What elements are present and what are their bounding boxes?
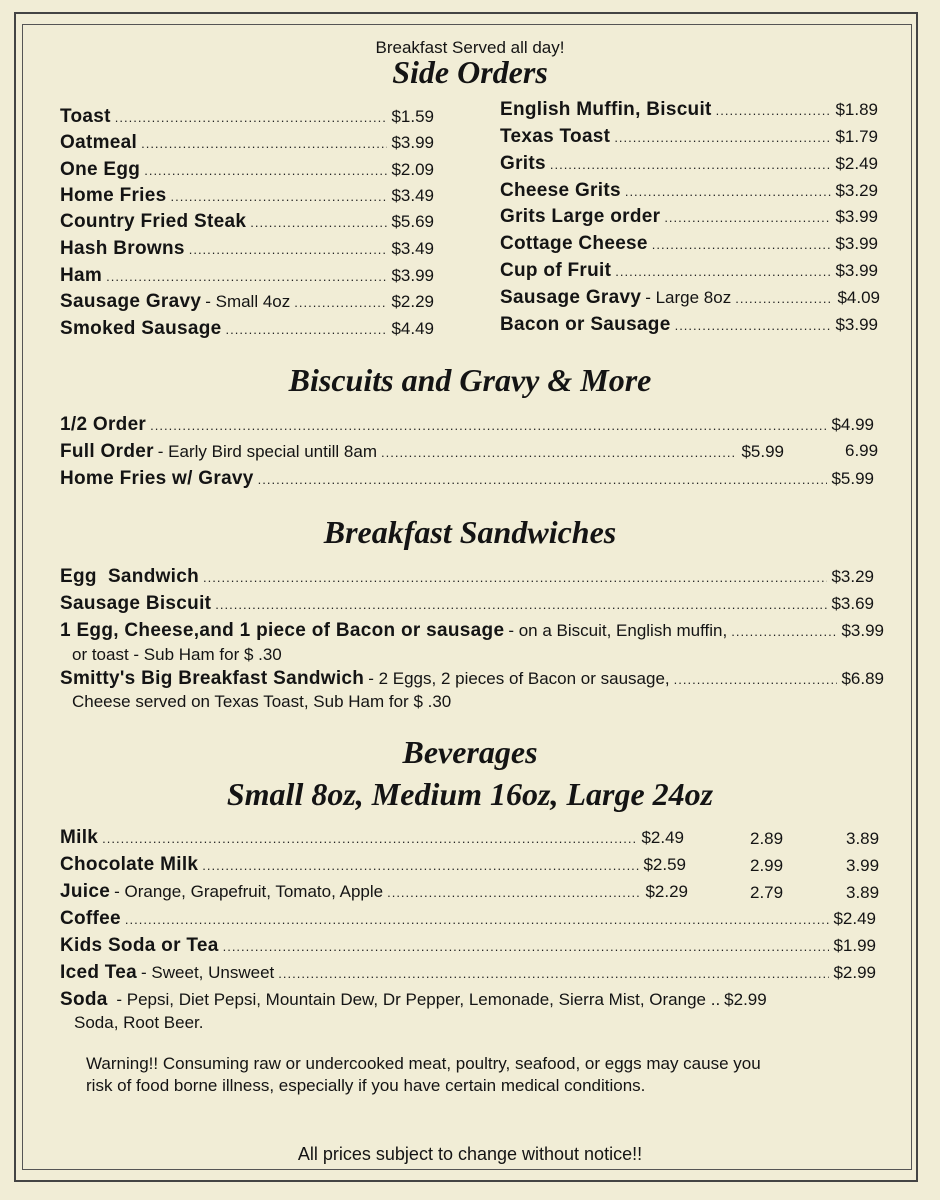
item-price: $1.89: [835, 100, 878, 119]
list-item: [60, 881, 688, 907]
item-price: $3.99: [835, 261, 878, 280]
item-name: Egg Sandwich: [60, 566, 200, 587]
item-name: Hash Browns: [60, 238, 185, 259]
price-medium: 2.99: [750, 856, 784, 875]
item-description: - on a Biscuit, English muffin,: [508, 621, 728, 640]
item-name: Juice: [60, 881, 111, 902]
item-price: $3.99: [391, 266, 434, 285]
item-name: Smoked Sausage: [60, 318, 222, 339]
item-name: Country Fried Steak: [60, 211, 247, 232]
item-price-secondary: 6.99: [845, 441, 879, 460]
item-price: $3.49: [391, 239, 434, 258]
list-item: [60, 962, 876, 988]
item-price: $2.99: [724, 990, 767, 1009]
item-name: Soda: [60, 989, 108, 1010]
item-name: Home Fries w/ Gravy: [60, 468, 254, 489]
item-name: 1 Egg, Cheese,and 1 piece of Bacon or sausage: [60, 620, 505, 641]
list-item: [500, 206, 878, 232]
item-price: $5.69: [391, 212, 434, 231]
item-description: - 2 Eggs, 2 pieces of Bacon or sausage,: [368, 669, 670, 688]
item-price: $3.99: [391, 133, 434, 152]
list-item: [60, 620, 884, 646]
item-name: Kids Soda or Tea: [60, 935, 219, 956]
list-item: [60, 935, 876, 961]
item-price: $3.29: [831, 567, 874, 586]
list-item: [60, 593, 874, 619]
item-name: Home Fries: [60, 185, 167, 206]
list-item: [60, 159, 434, 185]
item-name: Chocolate Milk: [60, 854, 199, 875]
item-description-continued: Cheese served on Texas Toast, Sub Ham for $ .30: [72, 692, 452, 711]
item-price: $2.49: [833, 909, 876, 928]
item-price: $4.99: [831, 415, 874, 434]
item-price: $1.59: [391, 107, 434, 126]
item-name: Iced Tea: [60, 962, 138, 983]
beverages-title: Beverages: [402, 734, 538, 770]
item-description: - Large 8oz: [645, 288, 732, 307]
breakfast-sandwiches-title: Breakfast Sandwiches: [323, 514, 617, 550]
item-price: $1.79: [835, 127, 878, 146]
item-price: $5.99: [741, 442, 784, 461]
price-medium: 2.89: [750, 829, 784, 848]
item-name: 1/2 Order: [60, 414, 147, 435]
price-small: $2.59: [643, 855, 686, 874]
item-price: $3.69: [831, 594, 874, 613]
item-name: Bacon or Sausage: [500, 314, 671, 335]
price-large: 3.89: [846, 883, 880, 902]
food-safety-warning: [86, 1053, 761, 1097]
item-description-continued: Soda, Root Beer.: [74, 1013, 204, 1032]
item-description: - Pepsi, Diet Pepsi, Mountain Dew, Dr Pepper, Lemonade, Sierra Mist, Orange ..: [111, 990, 721, 1009]
item-name: One Egg: [60, 159, 141, 180]
item-price: $3.29: [835, 181, 878, 200]
item-price: $3.99: [841, 621, 884, 640]
list-item: [500, 99, 878, 125]
list-item: [60, 441, 784, 467]
list-item: [60, 854, 686, 880]
item-description: - Early Bird special untill 8am: [157, 442, 377, 461]
list-item: [60, 827, 684, 853]
list-item: [60, 668, 884, 694]
item-name: Cheese Grits: [500, 180, 621, 201]
list-item: [60, 238, 434, 264]
list-item: [60, 414, 874, 440]
biscuits-gravy-title: Biscuits and Gravy & More: [288, 362, 652, 398]
price-small: $2.49: [641, 828, 684, 847]
list-item: [500, 153, 878, 179]
item-name: English Muffin, Biscuit: [500, 99, 712, 120]
item-description-continued: or toast - Sub Ham for $ .30: [72, 645, 282, 664]
price-change-notice: All prices subject to change without notice!!: [297, 1144, 643, 1164]
item-name: Sausage Gravy: [500, 287, 642, 308]
item-name: Cottage Cheese: [500, 233, 648, 254]
price-medium: 2.79: [750, 883, 784, 902]
item-name: Milk: [60, 827, 99, 848]
item-name: Oatmeal: [60, 132, 138, 153]
item-price: $3.99: [835, 207, 878, 226]
item-name: Coffee: [60, 908, 121, 929]
item-price: $3.99: [835, 315, 878, 334]
price-small: $2.29: [645, 882, 688, 901]
list-item: [60, 106, 434, 132]
item-price: $3.49: [391, 186, 434, 205]
list-item: [60, 908, 876, 934]
side-orders-title: Side Orders: [392, 54, 548, 90]
item-name: Toast: [60, 106, 111, 127]
list-item: [500, 287, 880, 313]
list-item: [60, 265, 434, 291]
price-large: 3.99: [846, 856, 880, 875]
item-name: Sausage Biscuit: [60, 593, 212, 614]
item-price: $4.09: [837, 288, 880, 307]
item-price: $3.99: [835, 234, 878, 253]
list-item: [60, 468, 874, 494]
warning-line-2: risk of food borne illness, especially if you have certain medical conditions.: [86, 1076, 646, 1095]
list-item: [60, 989, 886, 1015]
item-name: Sausage Gravy: [60, 291, 202, 312]
list-item: [500, 126, 878, 152]
list-item: [500, 260, 878, 286]
item-price: $1.99: [833, 936, 876, 955]
item-name: Smitty's Big Breakfast Sandwich: [60, 668, 365, 689]
list-item: [60, 185, 434, 211]
list-item: [500, 314, 878, 340]
served-all-day-note: Breakfast Served all day!: [375, 38, 565, 57]
list-item: [500, 180, 878, 206]
item-name: Ham: [60, 265, 103, 286]
price-large: 3.89: [846, 829, 880, 848]
list-item: [60, 318, 434, 344]
item-price: $2.29: [391, 292, 434, 311]
list-item: [60, 291, 434, 317]
item-price: $6.89: [841, 669, 884, 688]
item-name: Full Order: [60, 441, 154, 462]
item-name: Grits Large order: [500, 206, 661, 227]
item-name: Texas Toast: [500, 126, 611, 147]
item-description: - Orange, Grapefruit, Tomato, Apple: [114, 882, 384, 901]
list-item: [60, 132, 434, 158]
item-price: $4.49: [391, 319, 434, 338]
list-item: [500, 233, 878, 259]
beverage-sizes-subtitle: Small 8oz, Medium 16oz, Large 24oz: [226, 776, 714, 812]
item-description: - Sweet, Unsweet: [141, 963, 275, 982]
item-name: Grits: [500, 153, 546, 174]
item-price: $2.49: [835, 154, 878, 173]
item-price: $5.99: [831, 469, 874, 488]
item-price: $2.09: [391, 160, 434, 179]
item-description: - Small 4oz: [205, 292, 291, 311]
list-item: [60, 211, 434, 237]
item-name: Cup of Fruit: [500, 260, 612, 281]
list-item: [60, 566, 874, 592]
warning-line-1: Warning!! Consuming raw or undercooked meat, poultry, seafood, or eggs may cause you: [86, 1054, 761, 1073]
item-price: $2.99: [833, 963, 876, 982]
